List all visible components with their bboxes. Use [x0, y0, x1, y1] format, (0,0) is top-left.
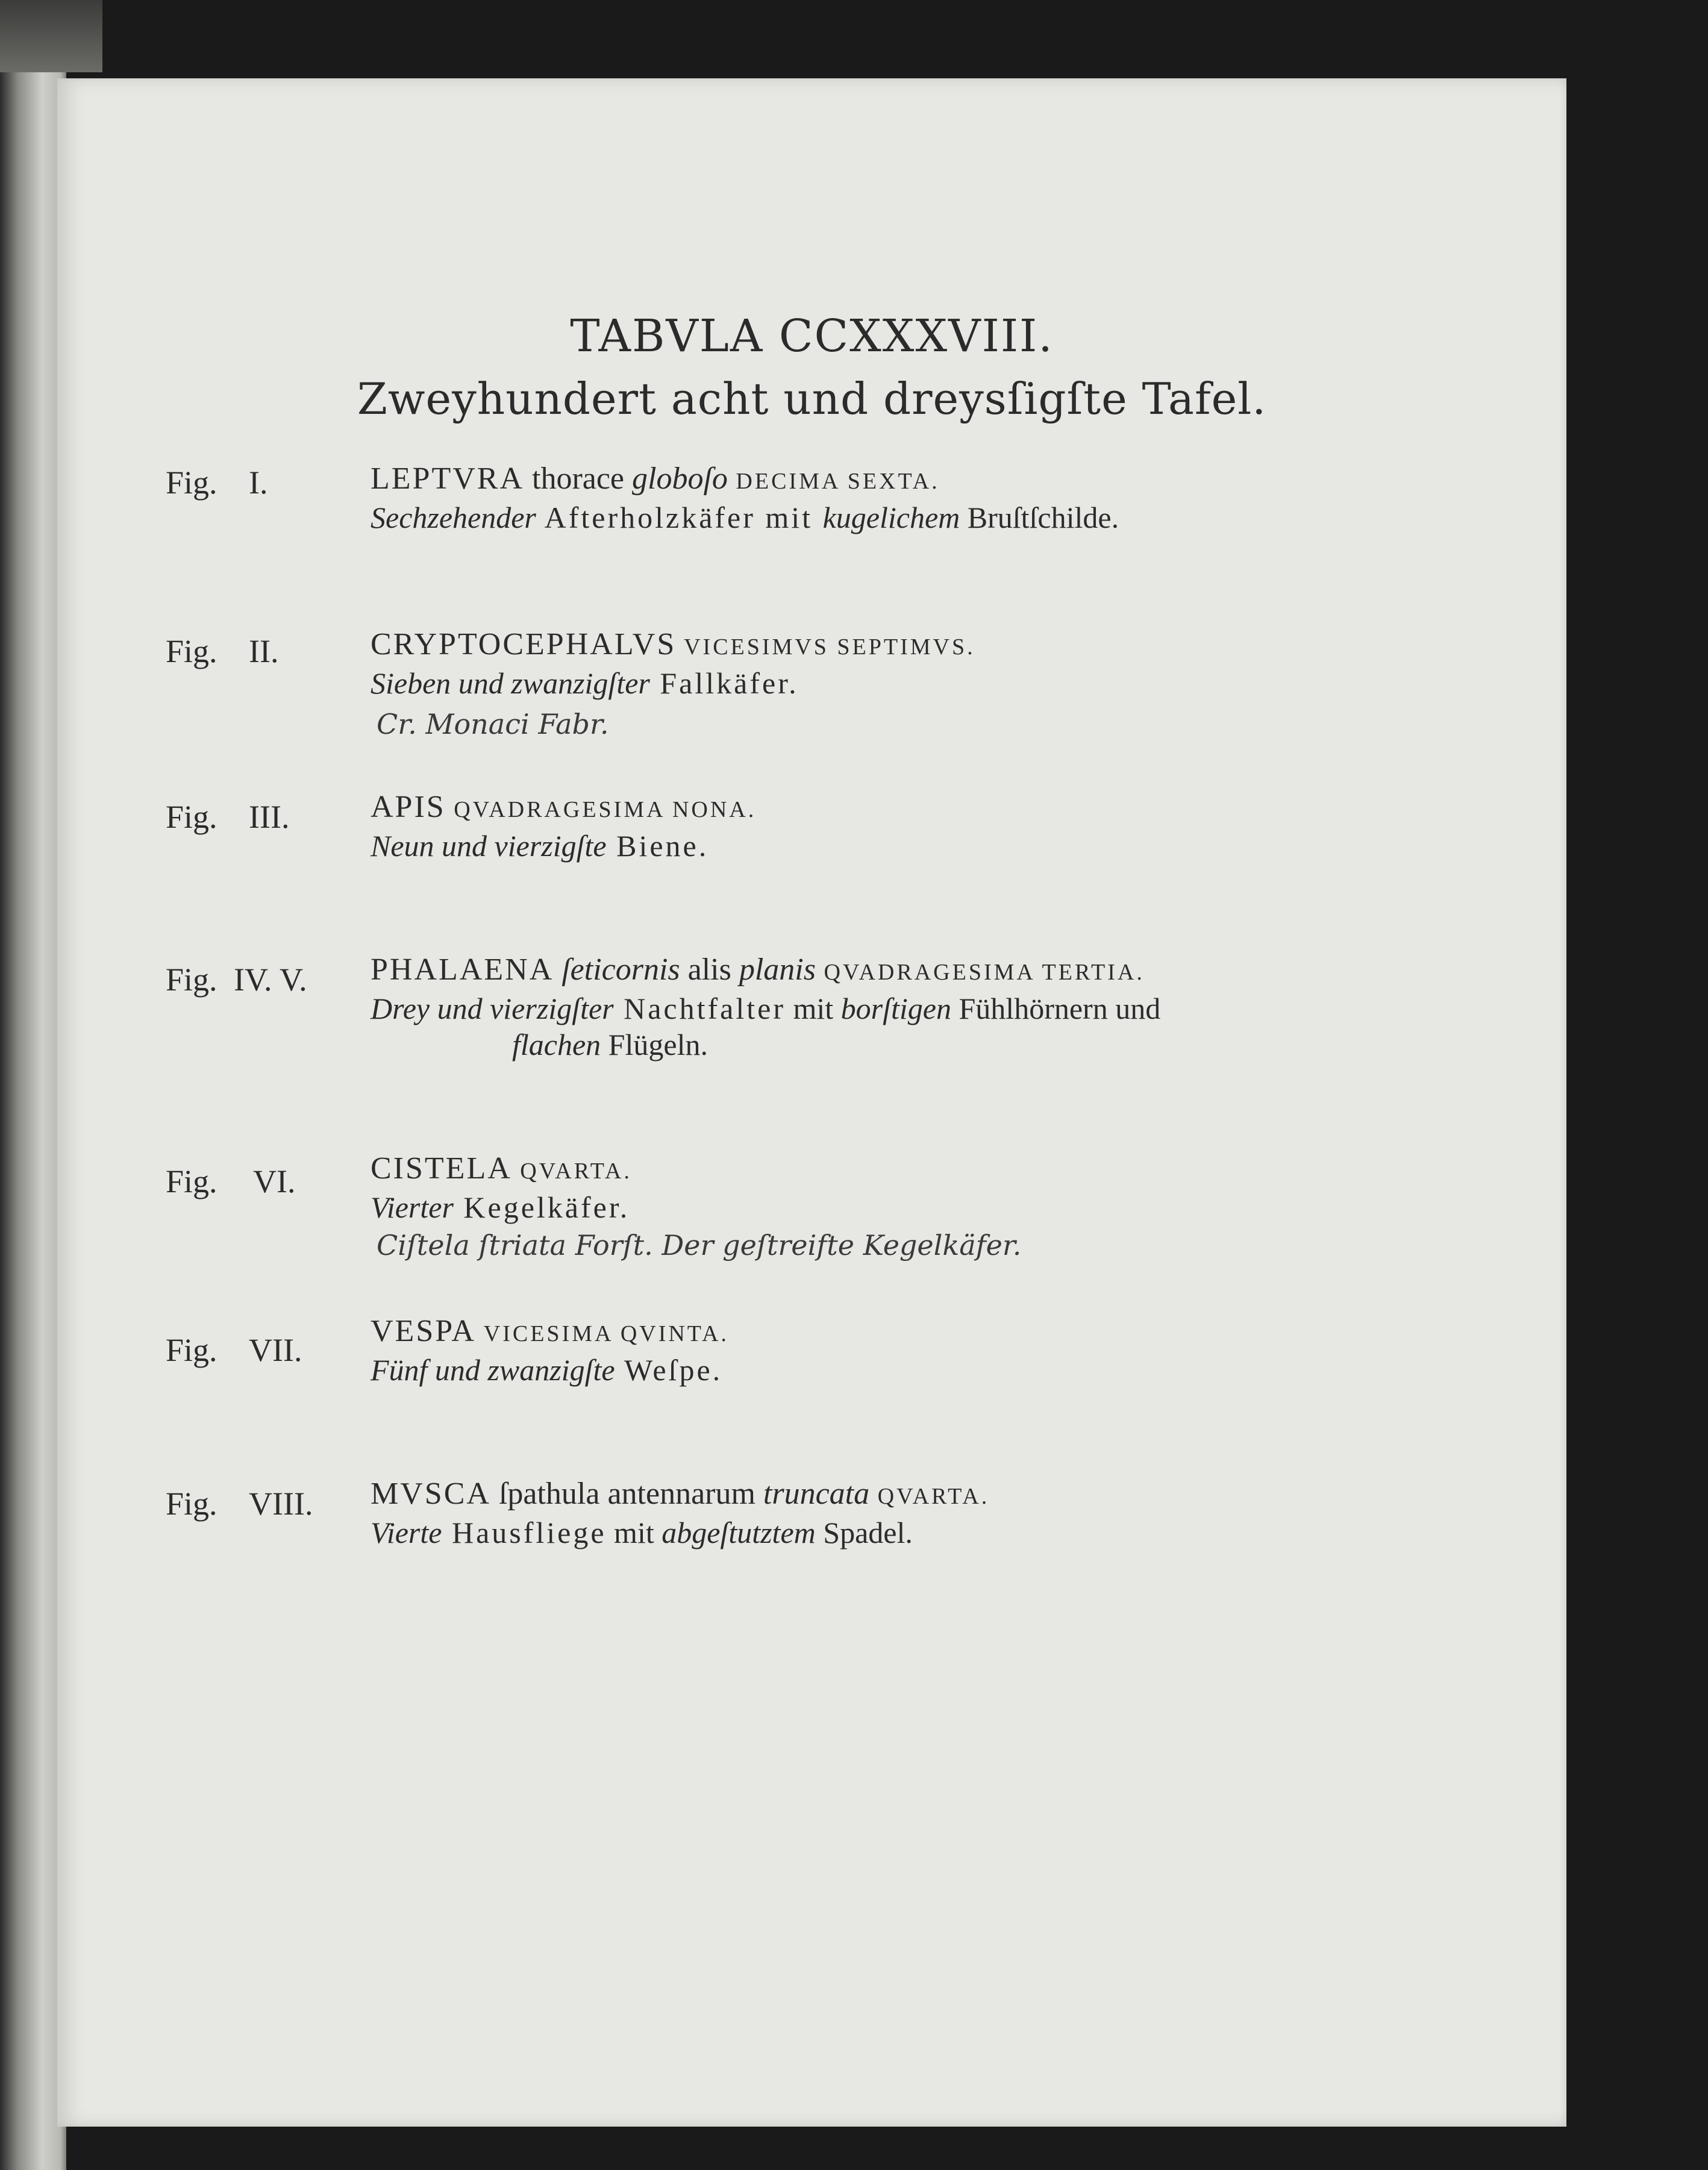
text-run: Fallkäfer.: [649, 666, 799, 700]
text-run: VICESIMA QVINTA.: [475, 1321, 729, 1346]
book-page: [57, 78, 1566, 2127]
german-name: [371, 1190, 630, 1225]
fig-number: I.: [249, 464, 268, 501]
text-run: alis: [680, 952, 739, 987]
text-run: Sieben und zwanzigſter: [371, 666, 650, 700]
text-run: Vierte: [371, 1516, 442, 1549]
fig-number: VI.: [253, 1163, 296, 1199]
fig-label: Fig.: [166, 799, 217, 835]
text-run: Spadel.: [815, 1516, 913, 1549]
handwritten-note: Ciſtela ſtriata Forſt. Der geſtreifte Kegelkäfer.: [377, 1229, 1022, 1262]
text-run: kugelichem: [822, 501, 960, 534]
text-run: abgeſtutztem: [662, 1516, 816, 1549]
text-run: Neun und vierzigſte: [371, 829, 607, 863]
fig-label: Fig.: [166, 633, 217, 669]
text-run: Weſpe.: [615, 1353, 723, 1387]
text-run: Bruſtſchilde.: [960, 501, 1119, 534]
text-run: Nachtfalter: [613, 992, 786, 1025]
fig-number: II.: [249, 633, 279, 669]
german-name-continued: [512, 1027, 708, 1062]
handwritten-note: Cr. Monaci Fabr.: [377, 708, 609, 740]
book-spine-edge: [0, 0, 66, 2170]
text-run: Fünf und zwanzigſte: [371, 1353, 615, 1387]
fig-label: Fig.: [166, 961, 217, 998]
german-name: [371, 1352, 722, 1387]
fig-label: Fig.: [166, 1163, 217, 1199]
latin-name: [371, 1476, 989, 1512]
book-corner: [0, 0, 102, 72]
text-run: Afterholzkäfer mit: [536, 501, 823, 534]
text-run: QVADRAGESIMA NONA.: [445, 797, 757, 822]
latin-name: [371, 1151, 632, 1186]
german-name: [371, 666, 799, 701]
text-run: VESPA: [371, 1314, 476, 1348]
german-name: [371, 828, 709, 863]
text-run: Vierter: [371, 1190, 454, 1224]
text-run: QVARTA.: [511, 1158, 632, 1184]
text-run: planis: [739, 952, 816, 987]
german-name: [371, 991, 1160, 1026]
text-run: truncata: [763, 1477, 870, 1511]
text-run: thorace: [524, 461, 633, 496]
page-subtitle: Zweyhundert acht und dreysſigſte Tafel.: [357, 374, 1267, 424]
latin-name: [371, 1313, 729, 1349]
latin-name: [371, 952, 1145, 987]
latin-name: [371, 627, 975, 662]
text-run: Drey und vierzigſter: [371, 992, 614, 1025]
text-run: mit: [606, 1516, 662, 1549]
fig-number: VIII.: [249, 1486, 313, 1522]
text-run: LEPTVRA: [371, 461, 524, 496]
text-run: mit: [785, 992, 841, 1025]
text-run: QVARTA.: [869, 1484, 990, 1509]
german-name: [371, 500, 1119, 535]
text-run: ſeticornis: [554, 952, 680, 987]
text-run: Flügeln.: [601, 1028, 708, 1062]
text-run: ſpathula antennarum: [490, 1477, 763, 1511]
fig-number: IV. V.: [234, 961, 307, 998]
text-run: VICESIMVS SEPTIMVS.: [676, 634, 975, 660]
text-run: Hausfliege: [442, 1516, 607, 1549]
text-run: Sechzehender: [371, 501, 536, 534]
fig-number: VII.: [249, 1332, 302, 1368]
text-run: flachen: [512, 1028, 601, 1062]
text-run: Biene.: [606, 829, 709, 863]
fig-label: Fig.: [166, 1332, 217, 1368]
text-run: PHALAENA: [371, 952, 554, 987]
text-run: APIS: [371, 790, 446, 824]
text-run: QVADRAGESIMA TERTIA.: [816, 960, 1145, 985]
fig-label: Fig.: [166, 464, 217, 501]
text-run: borſtigen: [840, 992, 951, 1025]
latin-name: [371, 789, 756, 825]
text-run: CRYPTOCEPHALVS: [371, 627, 677, 661]
page-title: TABVLA CCXXXVIII.: [570, 310, 1054, 362]
text-run: CISTELA: [371, 1151, 512, 1186]
fig-number: III.: [249, 799, 290, 835]
text-run: globoſo: [632, 461, 728, 496]
text-run: Kegelkäfer.: [453, 1190, 630, 1224]
fig-label: Fig.: [166, 1486, 217, 1522]
german-name: [371, 1515, 913, 1550]
text-run: DECIMA SEXTA.: [727, 469, 940, 494]
text-run: MVSCA: [371, 1477, 491, 1511]
text-run: Fühlhörnern und: [951, 992, 1161, 1025]
latin-name: [371, 461, 940, 496]
